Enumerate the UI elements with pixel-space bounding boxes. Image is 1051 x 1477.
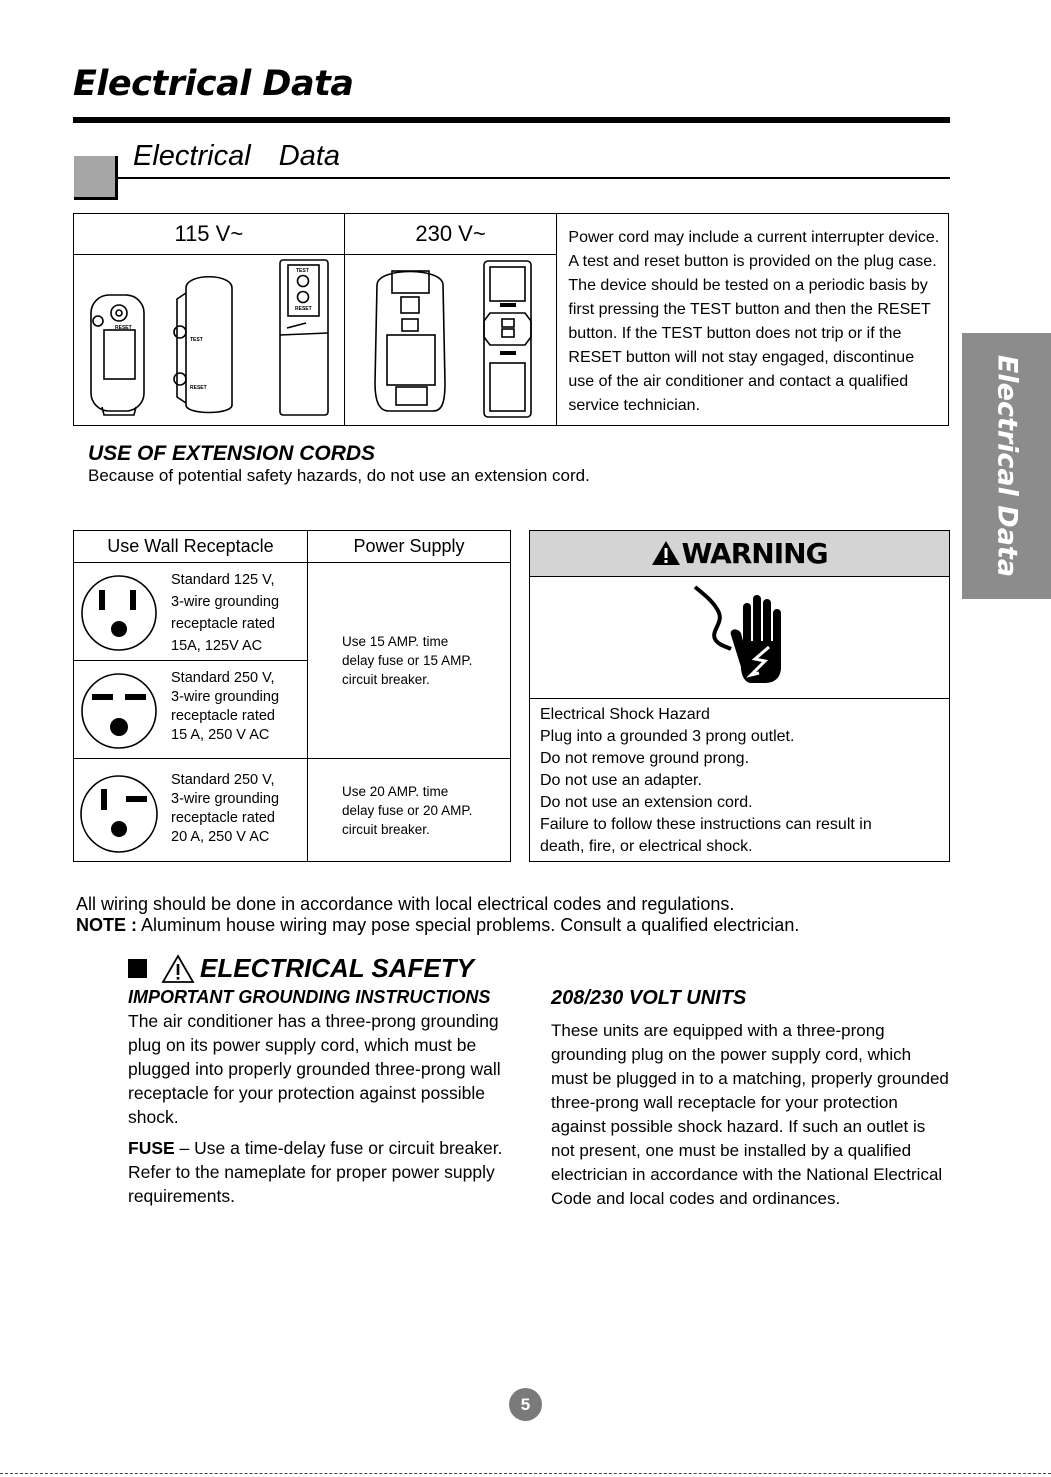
fuse-label: FUSE [128, 1138, 175, 1158]
fuse-text: – Use a time-delay fuse or circuit breaker. Refer to the nameplate for proper power supply requirements. [128, 1138, 503, 1206]
plug-115v-cell [74, 255, 345, 426]
s20-line-1: Use 20 AMP. time [342, 783, 449, 799]
supply-15a [308, 563, 511, 759]
page-number: 5 [509, 1388, 542, 1421]
s15-line-2: delay fuse or 15 AMP. [342, 653, 473, 668]
r3-line-3: receptacle rated [171, 810, 275, 826]
s20-line-3: circuit breaker. [342, 821, 430, 837]
receptacle-row-1 [74, 563, 308, 661]
r1-line-3: receptacle rated [171, 616, 275, 632]
grounding-column [128, 987, 523, 1208]
warning-line-6: Failure to follow these instructions can result in [540, 816, 872, 833]
s15-line-3: circuit breaker. [342, 672, 430, 687]
grounding-text: The air conditioner has a three-prong grounding plug on its power supply cord, which must be plugged into properly grounded three-prong wall receptacle for your protection against possible shock. [128, 1011, 501, 1127]
electrical-safety-heading [128, 953, 474, 984]
side-tab-label: Electrical Data [991, 354, 1022, 578]
extension-text: Because of potential safety hazards, do not use an extension cord. [88, 466, 590, 485]
warning-line-7: death, fire, or electrical shock. [540, 838, 753, 855]
r2-line-2: 3-wire grounding [171, 689, 280, 705]
warning-box [529, 530, 950, 862]
shock-hazard-area [530, 577, 949, 699]
title-rule [73, 117, 950, 123]
receptacle-250v-15a-icon [74, 661, 164, 759]
col-power-supply: Power Supply [308, 531, 511, 563]
warning-lines [530, 699, 949, 858]
caution-triangle-icon [161, 954, 195, 984]
r3-line-1: Standard 250 V, [171, 772, 275, 788]
shock-hand-icon [685, 583, 795, 693]
section-title: Electrical Data [133, 140, 341, 172]
wiring-line: All wiring should be done in accordance with local electrical codes and regulations. [76, 894, 735, 914]
header-115v: 115 V~ [74, 214, 345, 255]
r3-line-2: 3-wire grounding [171, 791, 280, 807]
plug-230v-icon [345, 255, 557, 423]
reset-label-115: RESET [190, 385, 207, 391]
receptacle-table [73, 530, 511, 862]
note-text: Aluminum house wiring may pose special problems. Consult a qualified electrician. [137, 915, 800, 935]
warning-triangle-icon [651, 540, 681, 566]
reset-label-115b: RESET [295, 306, 312, 312]
r2-line-1: Standard 250 V, [171, 670, 275, 686]
warning-line-5: Do not use an extension cord. [540, 794, 753, 811]
r2-line-4: 15 A, 250 V AC [171, 727, 270, 743]
reset-label-small: RESET [115, 325, 132, 331]
receptacle-250v-20a-icon [74, 759, 164, 863]
warning-line-1: Electrical Shock Hazard [540, 706, 710, 723]
fuse-paragraph [128, 1136, 523, 1208]
test-label-115: TEST [190, 337, 203, 343]
s15-line-1: Use 15 AMP. time [342, 634, 449, 649]
warning-line-4: Do not use an adapter. [540, 772, 702, 789]
bullet-square-icon [128, 959, 147, 978]
receptacle-125v-15a-icon [74, 563, 164, 661]
power-cord-table [73, 213, 949, 426]
col-wall-receptacle: Use Wall Receptacle [74, 531, 308, 563]
section-marker [74, 156, 118, 200]
electrical-safety-title: ELECTRICAL SAFETY [200, 953, 474, 983]
test-label-115b: TEST [296, 268, 309, 274]
volt-text: These units are equipped with a three-prong grounding plug on the power supply cord, which must be plugged in to a matching, properly grounded three-prong wall receptacle for your protection against possible shock hazard. If such an outlet is not present, one must be installed by a qualified electrician in accordance with the National Electrical Code and local codes and ordinances. [551, 1021, 949, 1208]
r1-line-1: Standard 125 V, [171, 572, 275, 588]
r3-line-4: 20 A, 250 V AC [171, 829, 270, 845]
wiring-note [76, 894, 799, 936]
grounding-heading: IMPORTANT GROUNDING INSTRUCTIONS [128, 987, 491, 1007]
r1-line-4: 15A, 125V AC [171, 638, 263, 654]
side-tab [962, 333, 1051, 599]
warning-line-3: Do not remove ground prong. [540, 750, 750, 767]
volt-column [551, 987, 951, 1211]
supply-20a [308, 759, 511, 862]
page-title: Electrical Data [73, 64, 354, 104]
cord-description: Power cord may include a current interrupter device. A test and reset button is provided on the plug case. The device should be tested on a periodic basis by first pressing the TEST button and then the RESET button. If the TEST button does not trip or if the RESET button will not stay engaged, discontinue use of the air conditioner and contact a qualified service technician. [557, 214, 949, 426]
bottom-rule [0, 1473, 1051, 1474]
warning-title: WARNING [681, 537, 828, 570]
extension-heading: USE OF EXTENSION CORDS [88, 442, 376, 465]
warning-line-2: Plug into a grounded 3 prong outlet. [540, 728, 795, 745]
receptacle-row-2 [74, 661, 308, 759]
section-rule [118, 177, 950, 179]
r1-line-2: 3-wire grounding [171, 594, 280, 610]
plug-115v-icon [74, 255, 344, 423]
warning-header [530, 531, 949, 577]
header-230v: 230 V~ [344, 214, 557, 255]
receptacle-row-3 [74, 759, 308, 862]
r2-line-3: receptacle rated [171, 708, 275, 724]
plug-230v-cell [344, 255, 557, 426]
note-label: NOTE : [76, 915, 137, 935]
volt-heading: 208/230 VOLT UNITS [551, 987, 747, 1009]
s20-line-2: delay fuse or 20 AMP. [342, 802, 473, 818]
